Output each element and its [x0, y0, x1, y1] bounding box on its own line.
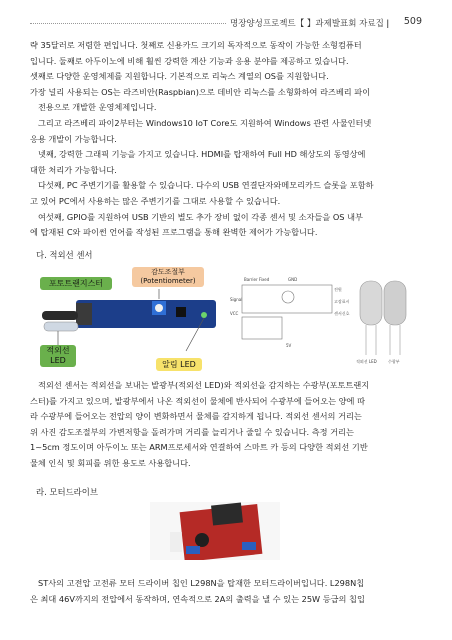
- capacitor: [195, 533, 209, 547]
- label-phototransistor: 포토트랜지스터: [40, 277, 112, 290]
- diagram-label: 수광부: [388, 359, 400, 364]
- pcb-board: [76, 300, 216, 328]
- board-outline: [242, 285, 332, 313]
- label-ir-led: 적외선 LED: [40, 345, 76, 367]
- diagram-label: 전원: [334, 287, 342, 292]
- ir-led-outline: [360, 281, 382, 325]
- text-line: 고 있어 PC에서 사용하는 많은 주변기기를 그대로 사용할 수 있습니다.: [30, 195, 281, 206]
- terminal-block: [242, 542, 256, 550]
- text-line: 전용으로 개발한 운영체제입니다.: [38, 102, 157, 113]
- motor-driver-photo: [150, 502, 280, 560]
- text-line: 대한 처리가 가능합니다.: [30, 164, 117, 175]
- page-number: 509: [403, 16, 422, 27]
- ir-sensor-photo: [36, 265, 220, 373]
- diagram-label: VCC: [230, 311, 239, 316]
- text-line: 위 사진 감도조절부의 가변저항을 돌려가며 거리를 늘리거나 줄일 수 있습니다. 측정 거리는: [30, 426, 354, 437]
- diagram-label: Signal: [230, 297, 243, 302]
- paragraph-raspberry-pi: [30, 38, 424, 241]
- text-line: 다섯째, PC 주변기기를 활용할 수 있습니다. 다수의 USB 연결단자와메모리카드 슬롯을 포함하: [38, 180, 374, 191]
- text-line: 은 최대 46V까지의 전압에서 동작하며, 연속적으로 2A의 출력을 낼 수 있는 25W 등급의 칩입: [30, 593, 365, 604]
- text-line: 가장 널리 사용되는 OS는 라즈비안(Raspbian)으로 데비안 리눅스를 소형화하여 라즈베리 파이: [30, 86, 371, 97]
- label-alarm-led: 알림 LED: [156, 358, 202, 371]
- text-line: 응용 개발이 가능합니다.: [30, 133, 117, 144]
- ir-led-body: [44, 322, 78, 331]
- sensor-pins: [76, 303, 92, 325]
- ir-sensor-outline-icon: [228, 267, 420, 371]
- text-line: 략 35달러로 저렴한 편입니다. 첫째로 신용카드 크기의 독자적으로 동작이 가능한 소형컴퓨터: [30, 40, 362, 50]
- indicator-led: [201, 312, 207, 318]
- diagram-label: 적외선 LED: [356, 359, 377, 364]
- header-dotted-rule: [30, 23, 226, 24]
- potentiometer-knob: [155, 304, 163, 312]
- diagram-label: 센서신호: [334, 311, 350, 316]
- section-heading-ir-sensor: 다. 적외선 센서: [36, 250, 93, 260]
- text-line: 입니다. 둘째로 아두이노에 비해 훨씬 강력한 계산 기능과 응용 분야를 제공하고 있습니다.: [30, 55, 349, 66]
- diagram-label: GND: [288, 277, 298, 282]
- text-line: 적외선 센서는 적외선을 보내는 발광부(적외선 LED)와 적외선을 감지하는 수광부(포토트랜지: [38, 380, 370, 390]
- heatsink: [211, 502, 243, 525]
- terminal-block: [186, 546, 200, 554]
- page-header: [30, 14, 422, 32]
- text-line: ST사의 고전압 고전류 모터 드라이버 칩인 L298N을 탑재한 모터드라이버입니다. L298N칩: [38, 578, 365, 588]
- diagram-label: Barrier Fixed: [244, 277, 270, 282]
- text-line: 여섯째, GPIO를 지원하여 USB 기반의 별도 추가 장비 없이 각종 센서 및 소자들을 OS 내부: [38, 211, 363, 222]
- sensor-outline: [242, 317, 282, 339]
- diagram-label: 5V: [286, 343, 292, 348]
- ir-sensor-diagram: [228, 267, 420, 371]
- text-line: 그리고 라즈베리 파이2부터는 Windows10 IoT Core도 지원하여 Windows 관련 사물인터넷: [38, 117, 372, 128]
- section-heading-motor-drive: 라. 모터드라이브: [36, 487, 98, 497]
- watermark-letter: [170, 532, 182, 552]
- receiver-outline: [384, 281, 406, 325]
- header-title: 명장양성프로젝트【 】과제발표회 자료집 ǀ: [230, 19, 389, 29]
- text-line: 스터)를 가지고 있으며, 발광부에서 나온 적외선이 물체에 반사되어 수광부에 들어오는 양에 따: [30, 395, 365, 406]
- label-potentiometer: 감도조절부 (Potentiometer): [132, 267, 204, 287]
- motor-driver-board-icon: [150, 502, 280, 560]
- text-line: 에 탑재된 C와 파이썬 언어를 작성된 프로그램을 통해 완벽한 제어가 가능합니다.: [30, 227, 318, 238]
- paragraph-motor-driver: [30, 576, 424, 607]
- phototransistor-body: [42, 311, 78, 320]
- chip: [176, 307, 186, 317]
- text-line: 물체 인식 및 회피를 위한 용도로 사용합니다.: [30, 457, 191, 468]
- text-line: 1~5cm 정도이며 아두이노 또는 ARM프로세서와 연결하여 스마트 카 등의 다양한 적외선 기반: [30, 442, 368, 453]
- paragraph-ir-sensor: [30, 378, 424, 472]
- pot-outline: [282, 291, 294, 303]
- text-line: 셋째로 다양한 운영체제를 지원합니다. 기본적으로 리눅스 계열의 OS를 지원합니다.: [30, 71, 329, 82]
- text-line: 넷째, 강력한 그래픽 기능을 가지고 있습니다. HDMI를 탑재하여 Full HD 해상도의 동영상에: [38, 149, 366, 160]
- text-line: 라 수광부에 들어오는 전압의 양이 변화하면서 물체를 감지하게 됩니다. 적외선 센서의 거리는: [30, 411, 362, 422]
- diagram-label: 고장표시: [334, 299, 350, 304]
